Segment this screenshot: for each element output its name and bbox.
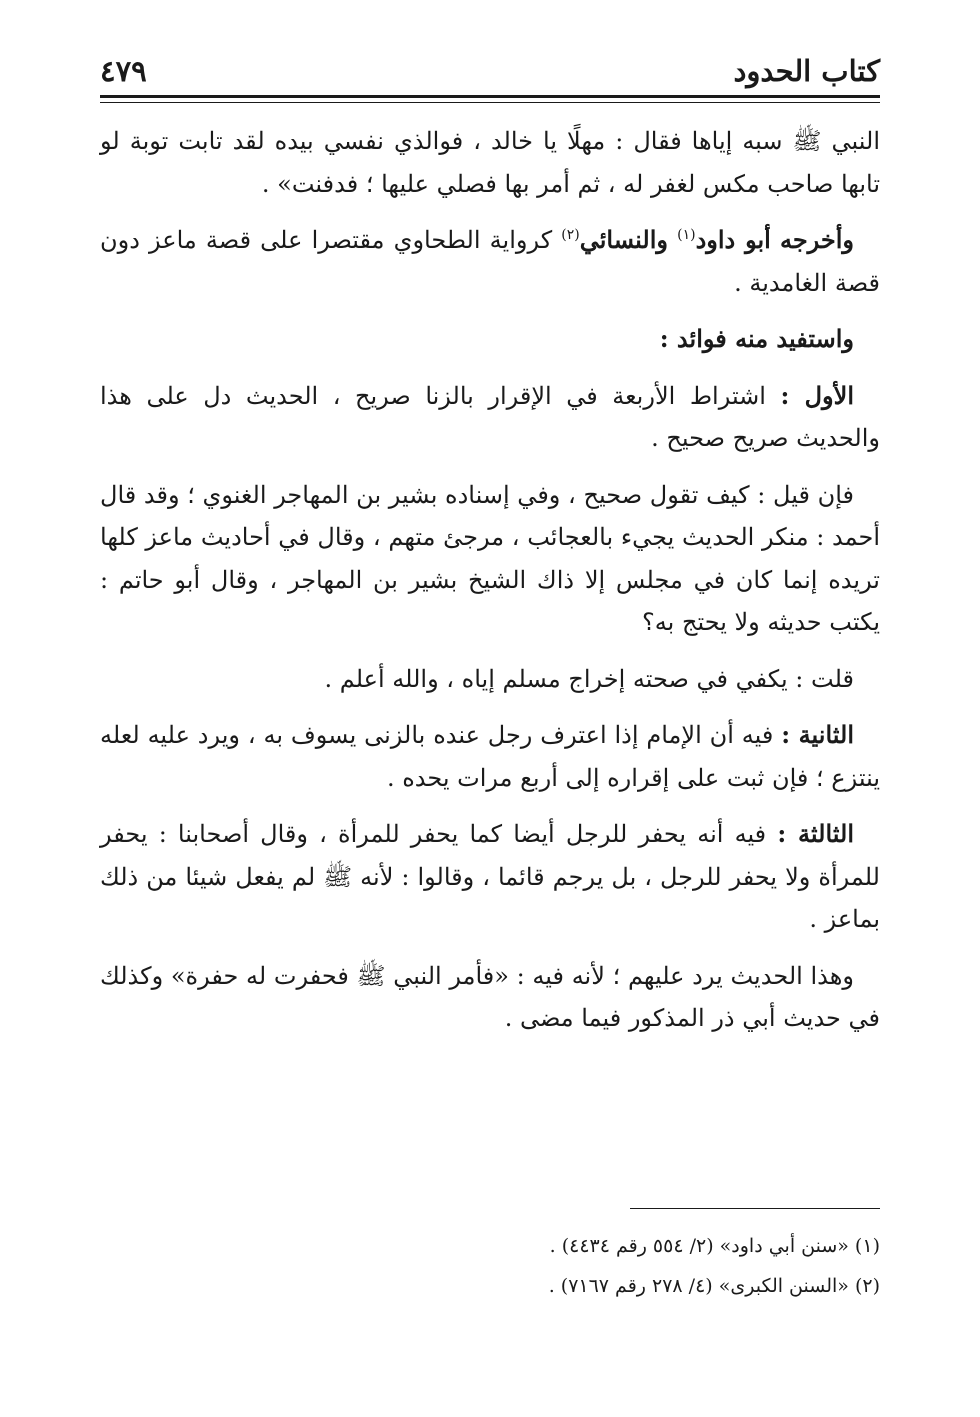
third-text: فيه أنه يحفر للرجل أيضا كما يحفر للمرأة ، وقال أصحابنا : يحفر للمرأة ولا يحفر للرجل ، بل يرجم قائما ، وقالوا : لأنه ﷺ لم يفعل شيئا من ذلك بماعز . [100, 820, 880, 933]
chapter-title: كتاب الحدود [733, 54, 880, 88]
paragraph-2 [100, 219, 880, 304]
first-text: اشتراط الأربعة في الإقرار بالزنا صريح ، الحديث دل على هذا والحديث صريح صحيح . [100, 381, 880, 452]
paragraph-3 [100, 318, 880, 361]
second-text: فيه أن الإمام إذا اعترف رجل عنده بالزنى يسوف به ، ويرد عليه لعله ينتزع ؛ فإن ثبت على إقراره إلى أربع مرات يحده . [100, 721, 880, 792]
page-header [100, 48, 880, 96]
paragraph-1: النبي ﷺ سبه إياها فقال : مهلًا يا خالد ، فوالذي نفسي بيده لقد تابت توبة لو تابها صاحب مكس لغفر له ، ثم أمر بها فصلي عليها ؛ فدفنت» . [100, 127, 880, 198]
paragraph-6: قلت : يكفي في صحته إخراج مسلم إياه ، والله أعلم . [324, 664, 854, 693]
benefits-heading: واستفيد منه فوائد : [659, 324, 854, 353]
footnote-ref-1[interactable]: (١) [677, 227, 696, 243]
p2-name-nasai: النسائي [579, 225, 657, 254]
p2-lead: وأخرجه [779, 225, 855, 254]
paragraph-8 [100, 813, 880, 941]
paragraph-4 [100, 375, 880, 460]
footnote-ref-2[interactable]: (٢) [561, 227, 580, 243]
footnote-1: (١) «سنن أبي داود» (٢/ ٥٥٤ رقم ٤٤٣٤) . [549, 1235, 880, 1257]
header-rule-thick [100, 95, 880, 98]
p2-rest: كرواية الطحاوي مقتصرا على قصة ماعز دون قصة الغامدية . [100, 226, 880, 297]
p2-name-abu-dawud: أبو داود [695, 225, 771, 254]
second-label: الثانية : [781, 720, 855, 749]
page-number: ٤٧٩ [100, 54, 147, 88]
paragraph-7 [100, 714, 880, 799]
footnotes [100, 1226, 880, 1306]
footnote-2: (٢) «السنن الكبرى» (٤/ ٢٧٨ رقم ٧١٦٧) . [548, 1275, 880, 1297]
body-text [100, 120, 880, 1040]
header-rule-thin [100, 102, 880, 103]
third-label: الثالثة : [777, 819, 855, 848]
first-label: الأول : [780, 380, 854, 410]
p2-and: و [656, 225, 668, 254]
footnote-separator [630, 1208, 880, 1209]
paragraph-9: وهذا الحديث يرد عليهم ؛ لأنه فيه : «فأمر النبي ﷺ فحفرت له حفرة» وكذلك في حديث أبي ذر المذكور فيما مضى . [100, 961, 880, 1032]
paragraph-5: فإن قيل : كيف تقول صحيح ، وفي إسناده بشير بن المهاجر الغنوي ؛ وقد قال أحمد : منكر الحديث يجيء بالعجائب ، مرجئ متهم ، وقال في أحاديث ماعز كلها تريده إنما كان في مجلس إلا ذاك الشيخ بشير بن المهاجر ، وقال أبو حاتم : يكتب حديثه ولا يحتج به؟ [100, 480, 881, 636]
